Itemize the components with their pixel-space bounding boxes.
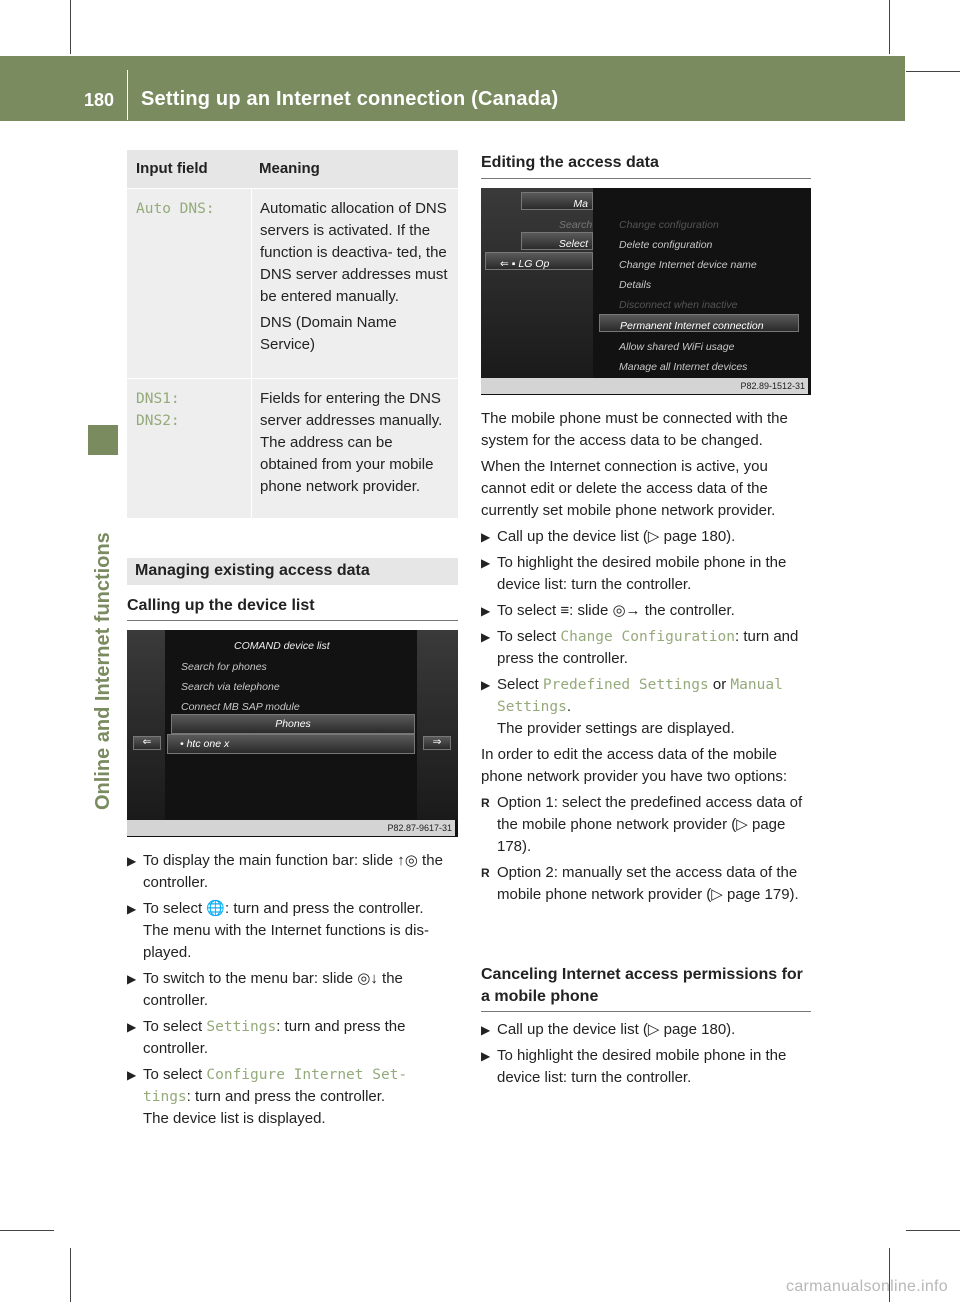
step-arrow-icon: ▶ (481, 556, 491, 570)
menu-title: COMAND device list (234, 640, 330, 652)
step-text: Call up the device list (▷ page 180). (497, 528, 736, 545)
step-note: The device list is displayed. (143, 1110, 326, 1127)
device-list-screenshot (127, 630, 458, 837)
steps-canceling (481, 1019, 815, 1093)
section-tab-marker (88, 425, 118, 455)
section-tab-label: Online and Internet functions (92, 532, 114, 810)
paragraph: The mobile phone must be connected with the system for the access data to be changed. (481, 410, 788, 449)
context-menu-item: Allow shared WiFi usage (619, 341, 735, 353)
option-text: Option 1: select the predefined access data of the mobile phone network provider (▷ page 178). (497, 794, 803, 855)
context-menu-label: Permanent Internet connection (620, 320, 764, 332)
page-title: Setting up an Internet connection (Canada) (141, 88, 559, 110)
image-code: P82.87-9617-31 (127, 820, 455, 836)
left-menu-item: Select (521, 232, 593, 250)
context-menu-item: Disconnect when inactive (619, 299, 738, 311)
heading-rule (127, 620, 458, 621)
step-arrow-icon: ▶ (481, 1049, 491, 1063)
subheading-device-list: Calling up the device list (127, 597, 315, 614)
left-menu-device: ⇐ ▪ LG Op (485, 252, 593, 270)
step-arrow-icon: ▶ (481, 630, 491, 644)
step-arrow-icon: ▶ (481, 604, 491, 618)
table-row (127, 378, 458, 518)
step (481, 526, 815, 548)
context-menu-item: Manage all Internet devices (619, 361, 748, 373)
step-arrow-icon: ▶ (481, 1023, 491, 1037)
step-text: To highlight the desired mobile phone in the device list: turn the controller. (497, 554, 787, 593)
menu-device-selected (167, 734, 415, 754)
step-text: To select 🌐: turn and press the controller. (143, 900, 424, 917)
step (481, 1045, 815, 1089)
field-dns2: DNS2: (136, 413, 180, 429)
step-arrow-icon: ▶ (127, 902, 137, 916)
step-arrow-icon: ▶ (481, 530, 491, 544)
step-arrow-icon: ▶ (127, 1068, 137, 1082)
step-note: The menu with the Internet functions is dis- played. (143, 922, 429, 961)
context-menu-item: Change configuration (619, 219, 719, 231)
step (127, 850, 462, 894)
step-text-pre: To select (143, 1066, 207, 1083)
meaning-text: DNS (Domain Name Service) (260, 314, 397, 353)
step-text-post: . (566, 698, 572, 715)
crop-mark (70, 1248, 71, 1302)
step-text-pre: To select (143, 1018, 207, 1035)
left-menu-item: Ma (521, 192, 593, 210)
menu-item-predefined-settings: Predefined Settings (542, 677, 709, 693)
table-header (127, 150, 458, 188)
header-divider (127, 70, 128, 120)
heading-rule (481, 1011, 811, 1012)
crop-mark (70, 0, 71, 54)
step-text: To display the main function bar: slide ↑◎ the controller. (143, 852, 443, 891)
forward-icon: ⇒ (423, 736, 451, 750)
menu-item-settings: Settings (206, 1019, 277, 1035)
step (481, 1019, 815, 1041)
option-text: Option 2: manually set the access data of the mobile phone network provider (▷ page 179). (497, 864, 799, 903)
section-band-managing: Managing existing access data (127, 558, 458, 585)
menu-item-change-configuration: Change Configuration (560, 629, 735, 645)
step-arrow-icon: ▶ (127, 854, 137, 868)
step-text: Call up the device list (▷ page 180). (497, 1021, 736, 1038)
step (127, 1064, 462, 1130)
step-text-pre: Select (497, 676, 543, 693)
step-text-pre: To select (497, 628, 561, 645)
field-meaning (251, 189, 458, 378)
step-text-post: : turn and press the controller. (186, 1088, 386, 1105)
edit-access-screenshot (481, 188, 811, 395)
option-item (481, 792, 815, 858)
context-menu-item: Change Internet device name (619, 259, 757, 271)
page-number: 180 (84, 90, 115, 110)
step (127, 898, 462, 964)
menu-item-configure-internet: Configure Internet Set‐ tings (143, 1067, 408, 1105)
watermark: carmanualsonline.info (786, 1278, 948, 1295)
field-dns1: DNS1: (136, 391, 180, 407)
back-icon: ⇐ (133, 736, 161, 750)
heading-canceling: Canceling Internet access permissions for a mobile phone (481, 966, 803, 1005)
editing-content (481, 408, 815, 910)
crop-mark (0, 1230, 54, 1231)
menu-item: Connect MB SAP module (181, 701, 300, 713)
paragraph: When the Internet connection is active, you cannot edit or delete the access data of the currently set mobile phone network provider. (481, 458, 776, 519)
menu-item-manual-settings: Manual Settings (497, 677, 783, 715)
field-name (127, 379, 251, 518)
left-menu-item: Search (559, 219, 593, 231)
menu-item: Search via telephone (181, 681, 280, 693)
context-menu-item: Details (619, 279, 652, 291)
device-name: LG Op (518, 258, 550, 270)
context-menu-item-selected (599, 314, 799, 332)
field-meaning (251, 379, 458, 518)
step-text-post: : turn and press the controller. (497, 628, 799, 667)
crop-mark (906, 71, 960, 72)
heading-rule (481, 178, 811, 179)
table-header-input-field: Input field (136, 160, 208, 177)
meaning-text: Fields for entering the DNS server addresses manually. The address can be obtained from your mobile phone network provider. (260, 390, 443, 495)
paragraph: In order to edit the access data of the mobile phone network provider you have two options: (481, 746, 788, 785)
menu-item: Search for phones (181, 661, 267, 673)
field-auto-dns: Auto DNS: (136, 201, 215, 217)
step (481, 674, 815, 740)
table-row (127, 188, 458, 378)
crop-mark (906, 1230, 960, 1231)
step-text-or: or (708, 676, 731, 693)
left-panel (127, 630, 165, 820)
option-item (481, 862, 815, 906)
step-arrow-icon: ▶ (127, 972, 137, 986)
context-menu-item: Delete configuration (619, 239, 713, 251)
step-text: To highlight the desired mobile phone in the device list: turn the controller. (497, 1047, 787, 1086)
step (481, 626, 815, 670)
bullet-icon: R (481, 796, 490, 810)
step (127, 968, 462, 1012)
step-note: The provider settings are displayed. (497, 720, 735, 737)
step-text-post: : turn and press the controller. (143, 1018, 406, 1057)
meaning-text: Automatic allocation of DNS servers is activated. If the function is deactiva- ted, the DNS server addresses must be entered manually. (260, 200, 448, 305)
crop-mark (889, 0, 890, 54)
table-header-meaning: Meaning (259, 160, 320, 177)
steps-device-list (127, 850, 462, 1134)
step (481, 600, 815, 622)
step-arrow-icon: ▶ (127, 1020, 137, 1034)
step (481, 552, 815, 596)
step-arrow-icon: ▶ (481, 678, 491, 692)
field-name (127, 189, 251, 378)
image-code: P82.89-1512-31 (481, 378, 808, 394)
dns-fields-table (127, 150, 458, 518)
device-name: • htc one x (180, 738, 230, 750)
menu-section-label: Phones (275, 718, 311, 730)
step-text: To select ≡: slide ◎→ the controller. (497, 602, 735, 619)
step (127, 1016, 462, 1060)
menu-section-phones (171, 714, 415, 734)
right-panel (417, 630, 458, 820)
bullet-icon: R (481, 866, 490, 880)
step-text: To switch to the menu bar: slide ◎↓ the controller. (143, 970, 403, 1009)
heading-editing: Editing the access data (481, 154, 659, 171)
